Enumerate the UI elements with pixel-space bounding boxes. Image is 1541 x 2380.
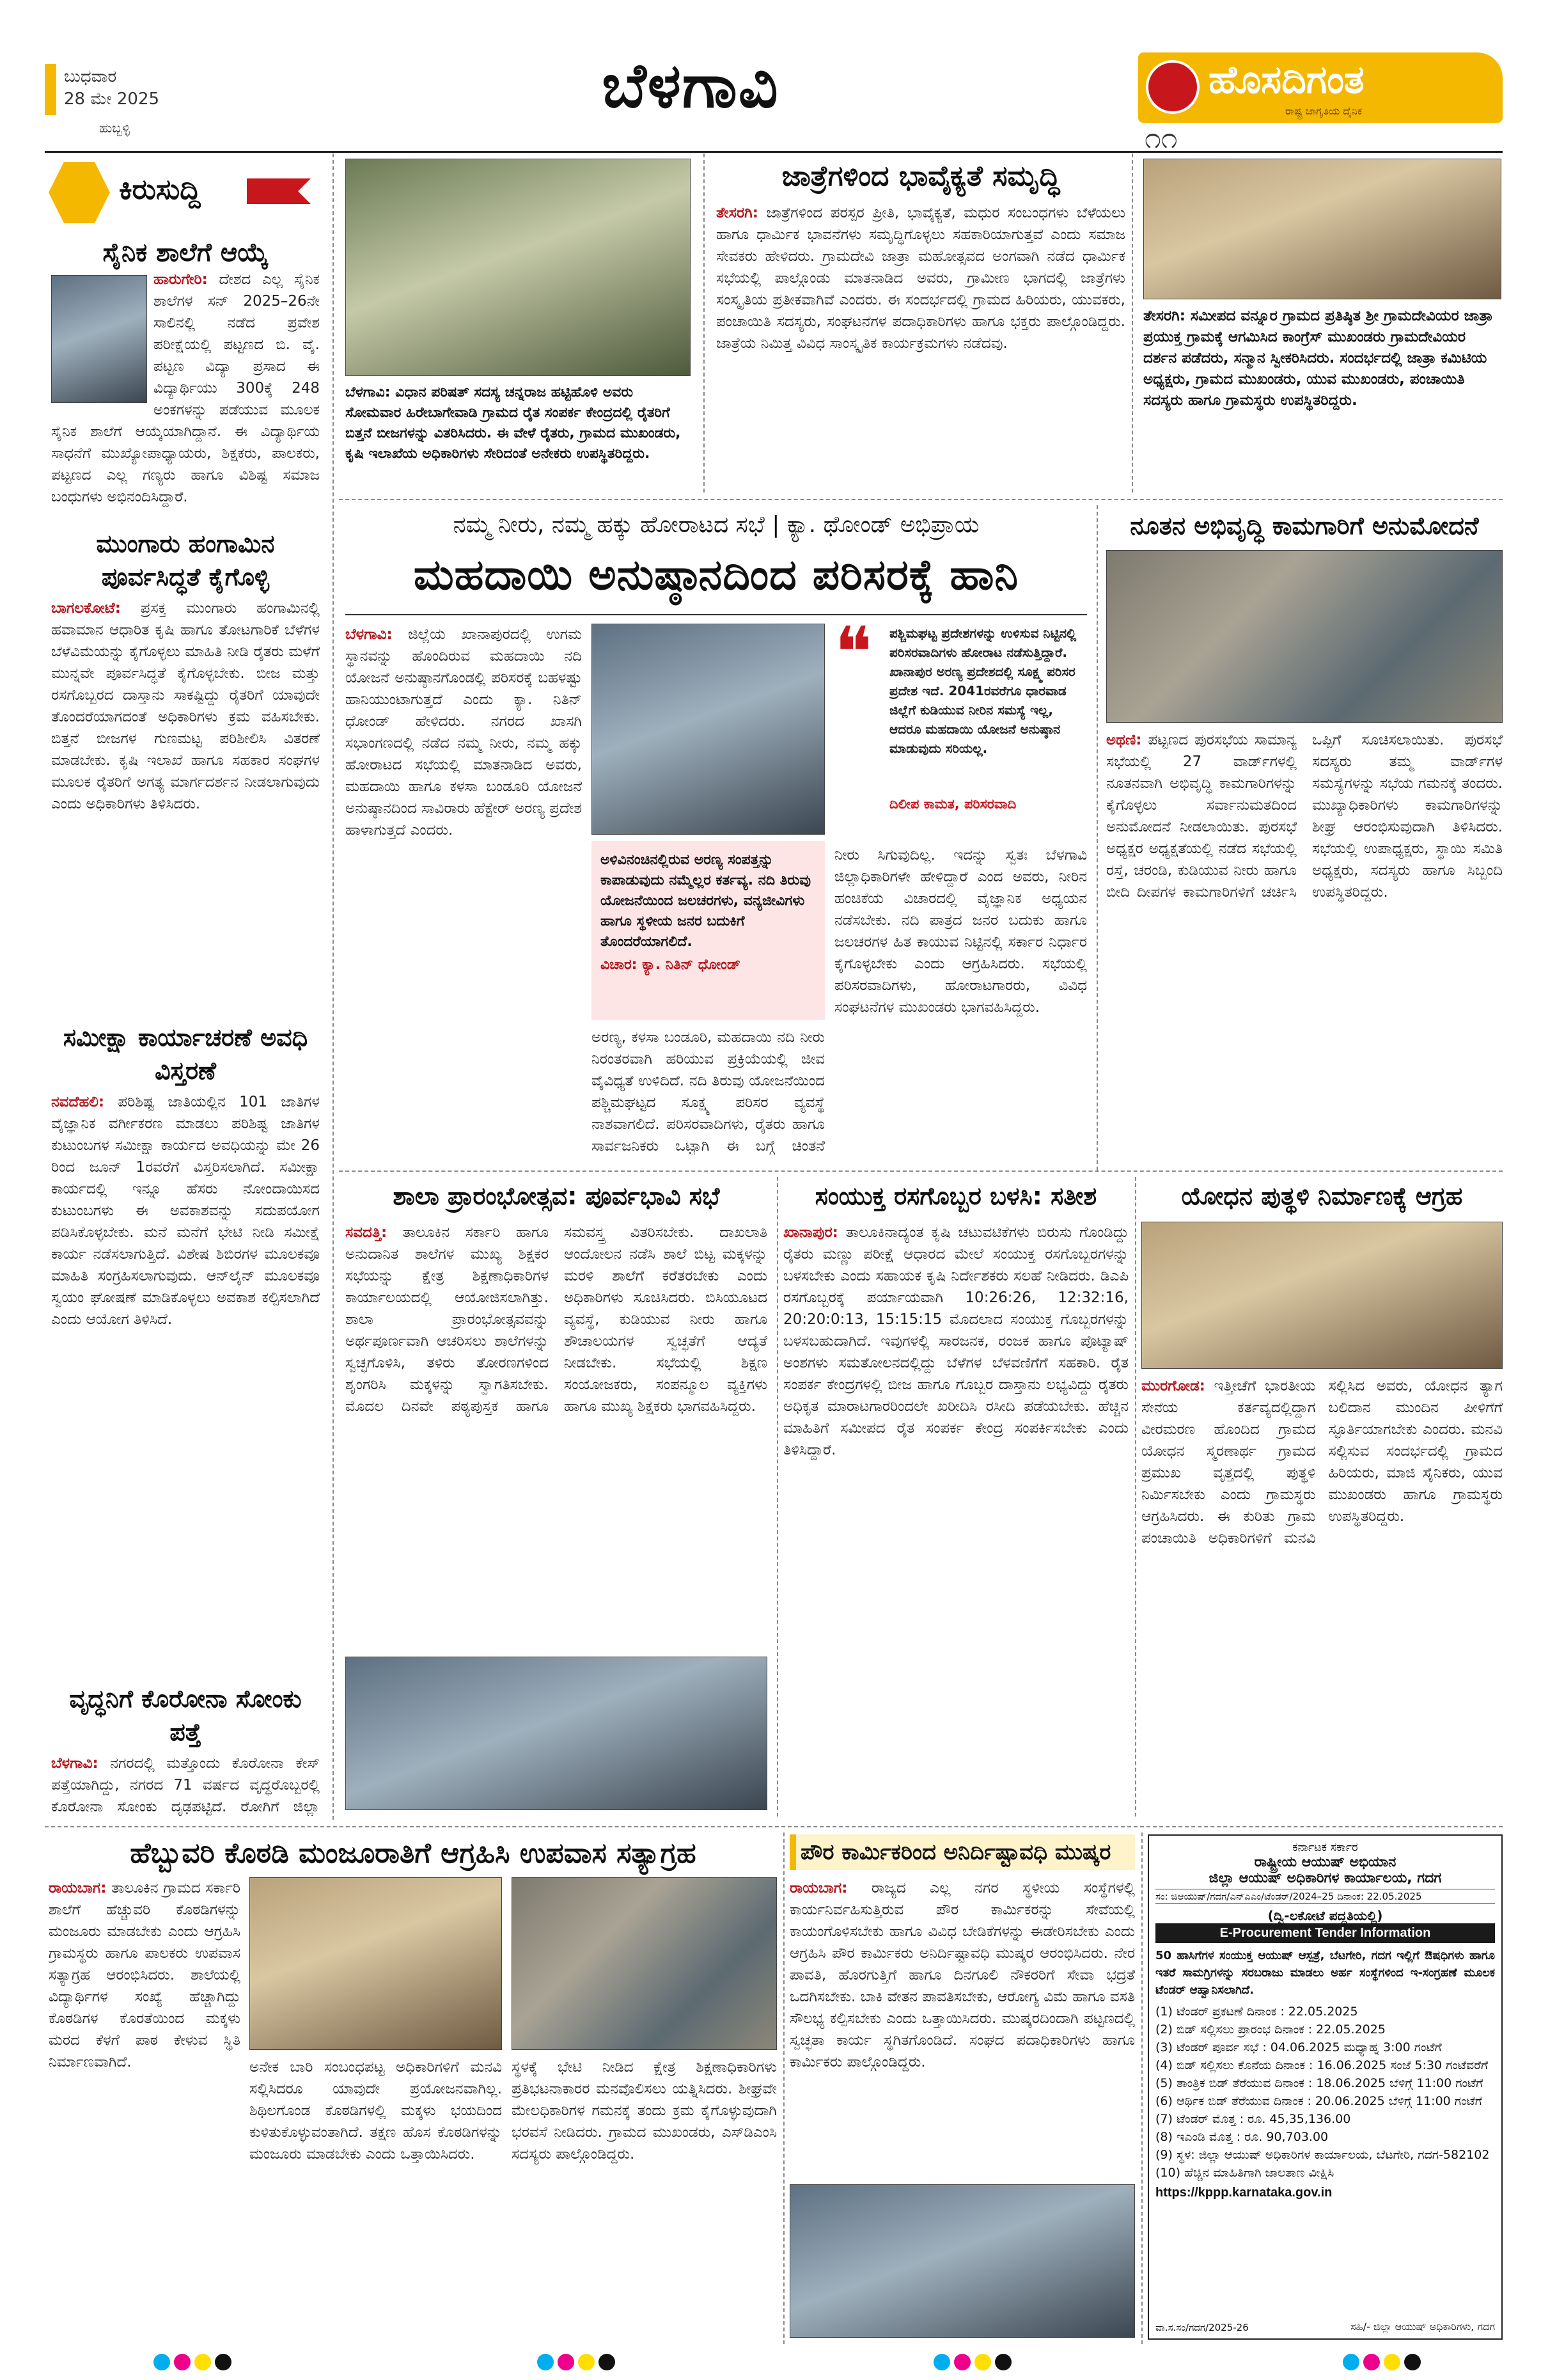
lead-right-divider xyxy=(1097,505,1098,1170)
tender-header-3: ಜಿಲ್ಲಾ ಆಯುಷ್ ಅಧಿಕಾರಿಗಳ ಕಾರ್ಯಾಲಯ, ಗದಗ xyxy=(1209,1870,1442,1886)
yodhana-photo xyxy=(1141,1222,1503,1369)
lead-body-col3 xyxy=(834,844,1087,1155)
kirusuddi-text-2: ಪ್ರಸಕ್ತ ಮುಂಗಾರು ಹಂಗಾಮಿನಲ್ಲಿ ಹವಾಮಾನ ಆಧಾರಿತ ಕೃಷಿ ಹಾಗೂ ತೋಟಗಾರಿಕೆ ಬೆಳೆಗಳ ಬೆಳೆವಿಮೆಯನ್ನು ಕೈಗೊಳ್ಳಲು ಮಾಹಿತಿ ನೀಡಿ ರೈತರು ಮಳೆಗೆ ಮುನ್ನವೇ ಪೂರ್ವಸಿದ್ಧತೆ ಕೈಗೊಳ್ಳಬೇಕು. ಬೀಜ ಮತ್ತು ರಸಗೊಬ್ಬರದ ದಾಸ್ತಾನು ಸಾಕಷ್ಟಿದ್ದು ರೈತರಿಗೆ ಯಾವುದೇ ತೊಂದರೆಯಾಗದಂತೆ ಅಧಿಕಾರಿಗಳು ಕ್ರಮ ವಹಿಸಬೇಕು. ಬಿತ್ತನೆ ಬೀಜಗಳ ಗುಣಮಟ್ಟ ಪರಿಶೀಲಿಸಿ ವಿತರಣೆ ಮಾಡಬೇಕು. ಕೃಷಿ ಇಲಾಖೆ ಹಾಗೂ ಸಹಕಾರ ಸಂಘಗಳ ಮೂಲಕ ರೈತರಿಗೆ ಅಗತ್ಯ ಮಾರ್ಗದರ್ಶನ ನೀಡಲಾಗುವುದು ಎಂದು ಅಧಿಕಾರಿಗಳು ತಿಳಿಸಿದರು. xyxy=(51,600,320,812)
pull-quote-text: ಅಳಿವಿನಂಚಿನಲ್ಲಿರುವ ಅರಣ್ಯ ಸಂಪತ್ತನ್ನು ಕಾಪಾಡುವುದು ನಮ್ಮೆಲ್ಲರ ಕರ್ತವ್ಯ. ನದಿ ತಿರುವು ಯೋಜನೆಯಿಂದ ಜಲಚರಗಳು, ವನ್ಯಜೀವಿಗಳು ಹಾಗೂ ಸ್ಥಳೀಯ ಜನರ ಬದುಕಿಗೆ ತೊಂದರೆಯಾಗಲಿದೆ. xyxy=(600,852,811,950)
fast-body-1: ತಾಲೂಕಿನ ಗ್ರಾಮದ ಸರ್ಕಾರಿ ಶಾಲೆಗೆ ಹೆಚ್ಚುವರಿ ಕೊಠಡಿಗಳನ್ನು ಮಂಜೂರು ಮಾಡಬೇಕು ಎಂದು ಆಗ್ರಹಿಸಿ ಗ್ರಾಮಸ್ಥರು ಹಾಗೂ ಪಾಲಕರು ಉಪವಾಸ ಸತ್ಯಾಗ್ರಹ ಆರಂಭಿಸಿದರು. ಶಾಲೆಯಲ್ಲಿ ವಿದ್ಯಾರ್ಥಿಗಳ ಸಂಖ್ಯೆ ಹೆಚ್ಚಾಗಿದ್ದು ಕೊಠಡಿಗಳ ಕೊರತೆಯಿಂದ ಮಕ್ಕಳು ಮರದ ಕೆಳಗೆ ಪಾಠ ಕೇಳುವ ಸ್ಥಿತಿ ನಿರ್ಮಾಣವಾಗಿದೆ. xyxy=(49,1880,240,2070)
kirusuddi-text-3: ಪರಿಶಿಷ್ಟ ಜಾತಿಯಲ್ಲಿನ 101 ಜಾತಿಗಳ ವೈಜ್ಞಾನಿಕ ವರ್ಗೀಕರಣ ಮಾಡಲು ಪರಿಶಿಷ್ಟ ಜಾತಿಗಳ ಕುಟುಂಬಗಳ ಸಮೀಕ್ಷಾ ಕಾರ್ಯದ ಅವಧಿಯನ್ನು ಮೇ 26 ರಿಂದ ಜೂನ್ 1ರವರೆಗೆ ವಿಸ್ತರಿಸಲಾಗಿದೆ. ಸಮೀಕ್ಷಾ ಕಾರ್ಯದಲ್ಲಿ ಇನ್ನೂ ಹೆಸರು ನೋಂದಾಯಿಸದ ಕುಟುಂಬಗಳು ಈ ಅವಕಾಶವನ್ನು ಸದುಪಯೋಗ ಪಡಿಸಿಕೊಳ್ಳಬೇಕು. ಮನೆ ಮನೆಗೆ ಭೇಟಿ ನೀಡಿ ಸಮೀಕ್ಷೆ ಕಾರ್ಯ ನಡೆಸಲಾಗುತ್ತಿದೆ. ವಿಶೇಷ ಶಿಬಿರಗಳ ಮೂಲಕವೂ ಮಾಹಿತಿ ಸಂಗ್ರಹಿಸಲಾಗುವುದು. ಆನ್‌ಲೈನ್ ಮೂಲಕವೂ ಸ್ವಯಂ ಘೋಷಣೆ ಮಾಡಿಕೊಳ್ಳಲು ಅವಕಾಶ ಕಲ್ಪಿಸಲಾಗಿದೆ ಎಂದು ಆಯೋಗ ತಿಳಿಸಿದೆ. xyxy=(51,1094,320,1328)
registration-dot-cyan xyxy=(153,2354,170,2370)
kirusuddi-heading-3: ಸಮೀಕ್ಷಾ ಕಾರ್ಯಾಚರಣೆ ಅವಧಿ ವಿಸ್ತರಣೆ xyxy=(63,1023,308,1085)
school-body xyxy=(345,1222,767,1650)
tender-row: (6) ಆರ್ಥಿಕ ಬಿಡ್ ತೆರೆಯುವ ದಿನಾಂಕ : 20.06.2025 ಬೆಳಿಗ್ಗೆ 11:00 ಗಂಟೆಗೆ xyxy=(1155,2094,1482,2108)
tender-header-2: ರಾಷ್ಟ್ರೀಯ ಆಯುಷ್ ಅಭಿಯಾನ xyxy=(1254,1854,1396,1870)
kirusuddi-heading-4: ವೃದ್ಧನಿಗೆ ಕೊರೋನಾ ಸೋಂಕು ಪತ್ತೆ xyxy=(69,1685,302,1746)
seed-distribution-photo xyxy=(345,159,691,376)
tender-intro: 50 ಹಾಸಿಗೆಗಳ ಸಂಯುಕ್ತ ಆಯುಷ್ ಆಸ್ಪತ್ರೆ, ಬೆಟಗೇರಿ, ಗದಗ ಇಲ್ಲಿಗೆ ಔಷಧಿಗಳು ಹಾಗೂ ಇತರೆ ಸಾಮಗ್ರಿಗಳನ್ನು ಸರಬರಾಜು ಮಾಡಲು ಅರ್ಹ ಸಂಸ್ಥೆಗಳಿಂದ ಇ-ಸಂಗ್ರಹಣೆ ಮೂಲಕ ಟೆಂಡರ್ ಆಹ್ವಾನಿಸಲಾಗಿದೆ. xyxy=(1155,1949,1495,1997)
fast-body-col3 xyxy=(512,2056,777,2338)
school-dateline: ಸವದತ್ತಿ: xyxy=(345,1224,387,1241)
hand-icon xyxy=(49,162,110,223)
kirusuddi-text-4: ನಗರದಲ್ಲಿ ಮತ್ತೊಂದು ಕೊರೋನಾ ಕೇಸ್ ಪತ್ತೆಯಾಗಿದ್ದು, ನಗರದ 71 ವರ್ಷದ ವೃದ್ಧರೊಬ್ಬರಲ್ಲಿ ಕೊರೋನಾ ಸೋಂಕು ದೃಢಪಟ್ಟಿದೆ. ರೋಗಿಗೆ ಜಿಲ್ಲಾ xyxy=(51,1755,320,1815)
registration-dot-magenta xyxy=(1363,2354,1380,2370)
lead-body-col2b xyxy=(591,1027,825,1155)
dev-dateline: ಅಥಣಿ: xyxy=(1106,732,1142,748)
school-text: ತಾಲೂಕಿನ ಸರ್ಕಾರಿ ಹಾಗೂ ಅನುದಾನಿತ ಶಾಲೆಗಳ ಮುಖ್ಯ ಶಿಕ್ಷಕರ ಸಭೆಯನ್ನು ಕ್ಷೇತ್ರ ಶಿಕ್ಷಣಾಧಿಕಾರಿಗಳ ಕಾರ್ಯಾಲಯದಲ್ಲಿ ಆಯೋಜಿಸಲಾಗಿತ್ತು. ಶಾಲಾ ಪ್ರಾರಂಭೋತ್ಸವವನ್ನು ಅರ್ಥಪೂರ್ಣವಾಗಿ ಆಚರಿಸಲು ಶಾಲೆಗಳನ್ನು ಸ್ವಚ್ಛಗೊಳಿಸಿ, ತಳಿರು ತೋರಣಗಳಿಂದ ಶೃಂಗರಿಸಿ ಮಕ್ಕಳನ್ನು ಸ್ವಾಗತಿಸಬೇಕು. ಮೊದಲ ದಿನವೇ ಪಠ್ಯಪುಸ್ತಕ ಹಾಗೂ ಸಮವಸ್ತ್ರ ವಿತರಿಸಬೇಕು. ದಾಖಲಾತಿ ಆಂದೋಲನ ನಡೆಸಿ ಶಾಲೆ ಬಿಟ್ಟ ಮಕ್ಕಳನ್ನು ಮರಳಿ ಶಾಲೆಗೆ ಕರೆತರಬೇಕು ಎಂದು ಅಧಿಕಾರಿಗಳು ಸೂಚಿಸಿದರು. ಬಿಸಿಯೂಟದ ವ್ಯವಸ್ಥೆ, ಕುಡಿಯುವ ನೀರು ಹಾಗೂ ಶೌಚಾಲಯಗಳ ಸ್ವಚ್ಛತೆಗೆ ಆದ್ಯತೆ ನೀಡಬೇಕು. ಸಭೆಯಲ್ಲಿ ಶಿಕ್ಷಣ ಸಂಯೋಜಕರು, ಸಂಪನ್ಮೂಲ ವ್ಯಕ್ತಿಗಳು ಹಾಗೂ ಮುಖ್ಯ ಶಿಕ್ಷಕರು ಭಾಗವಹಿಸಿದ್ದರು. xyxy=(345,1224,767,1415)
speaker-photo xyxy=(591,624,825,835)
tender-footer-left: ವಾ.ಸ.ಸಂ/ಗದಗ/2025-26 xyxy=(1155,2322,1249,2333)
jatre-dateline: ತೇಸರಗಿ: xyxy=(716,205,758,221)
kirusuddi-dateline-2: ಬಾಗಲಕೋಟೆ: xyxy=(51,600,121,617)
tender-title: (ದ್ವಿ-ಲಕೋಟೆ ಪದ್ಧತಿಯಲ್ಲಿ) xyxy=(1267,1908,1383,1923)
registration-dot-magenta xyxy=(954,2354,971,2370)
registration-dot-cyan xyxy=(1343,2354,1359,2370)
pourakarmika-body xyxy=(790,1877,1135,2178)
quote-attrib: ದಿಲೀಪ ಕಾಮತ, ಪರಿಸರವಾದಿ xyxy=(889,796,1017,812)
kirusuddi-body-1 xyxy=(51,269,320,519)
kirusuddi-heading-1: ಸೈನಿಕ ಶಾಲೆಗೆ ಆಯ್ಕೆ xyxy=(102,238,269,267)
pull-quote-box xyxy=(591,841,825,1020)
masthead-yellow-tab xyxy=(45,64,56,115)
tender-row: (9) ಸ್ಥಳ: ಜಿಲ್ಲಾ ಆಯುಷ್ ಅಧಿಕಾರಿಗಳ ಕಾರ್ಯಾಲಯ, ಬೆಟಗೇರಿ, ಗದಗ-582102 xyxy=(1155,2148,1490,2162)
registration-dot-yellow xyxy=(1384,2354,1400,2370)
fertilizer-dateline: ಖಾನಾಪುರ: xyxy=(783,1224,838,1241)
paper-name: ಹೊಸದಿಗಂತ xyxy=(1209,58,1365,102)
lead-body-3: ನೀರು ಸಿಗುವುದಿಲ್ಲ. ಇದನ್ನು ಸ್ವತಃ ಬೆಳಗಾವಿ ಜಿಲ್ಲಾಧಿಕಾರಿಗಳೇ ಹೇಳಿದ್ದಾರೆ ಎಂದ ಅವರು, ನೀರಿನ ಹಂಚಿಕೆಯ ವಿಚಾರದಲ್ಲಿ ವೈಜ್ಞಾನಿಕ ಅಧ್ಯಯನ ನಡೆಸಬೇಕು. ನದಿ ಪಾತ್ರದ ಜನರ ಬದುಕು ಹಾಗೂ ಜಲಚರಗಳ ಹಿತ ಕಾಯುವ ನಿಟ್ಟಿನಲ್ಲಿ ಸರ್ಕಾರ ನಿರ್ಧಾರ ಕೈಗೊಳ್ಳಬೇಕು ಎಂದು ಆಗ್ರಹಿಸಿದರು. ಸಭೆಯಲ್ಲಿ ಪರಿಸರವಾದಿಗಳು, ಹೋರಾಟಗಾರರು, ವಿವಿಧ ಸಂಘಟನೆಗಳ ಮುಖಂಡರು ಭಾಗವಹಿಸಿದ್ದರು. xyxy=(834,847,1087,1016)
registration-dot-yellow xyxy=(974,2354,991,2370)
tender-title-en: E-Procurement Tender Information xyxy=(1155,1923,1495,1943)
registration-dot-black xyxy=(995,2354,1012,2370)
tender-header-1: ಕರ್ನಾಟಕ ಸರ್ಕಾರ xyxy=(1292,1841,1358,1854)
fast-photo-protest xyxy=(512,1877,777,2050)
paper-logo xyxy=(1138,52,1503,123)
tender-ref: ಸಂ: ಜಿಆಯುಷ್/ಗದಗ/ಎನ್‌ಎಎಂ/ಟೆಂಡರ್/2024–25 ದಿನಾಂಕ: 22.05.2025 xyxy=(1155,1889,1495,1904)
tender-row: (2) ಬಿಡ್ ಸಲ್ಲಿಸಲು ಪ್ರಾರಂಭ ದಿನಾಂಕ : 22.05.2025 xyxy=(1155,2022,1386,2037)
bottom-divider-2 xyxy=(1141,1832,1143,2344)
paper-tagline: ರಾಷ್ಟ್ರ ಜಾಗೃತಿಯ ದೈನಿಕ xyxy=(1285,105,1363,117)
masthead-day: ಬುಧವಾರ xyxy=(64,67,117,86)
pourakarmika-photo xyxy=(790,2184,1135,2338)
fast-body-col2 xyxy=(249,2056,502,2338)
yodhana-text: ಇತ್ತೀಚೆಗೆ ಭಾರತೀಯ ಸೇನೆಯ ಕರ್ತವ್ಯದಲ್ಲಿದ್ದಾಗ ವೀರಮರಣ ಹೊಂದಿದ ಗ್ರಾಮದ ಯೋಧನ ಸ್ಮರಣಾರ್ಥ ಗ್ರಾಮದ ಪ್ರಮುಖ ವೃತ್ತದಲ್ಲಿ ಪುತ್ಥಳಿ ನಿರ್ಮಿಸಬೇಕು ಎಂದು ಗ್ರಾಮಸ್ಥರು ಆಗ್ರಹಿಸಿದರು. ಈ ಕುರಿತು ಗ್ರಾಮ ಪಂಚಾಯಿತಿ ಅಧಿಕಾರಿಗಳಿಗೆ ಮನವಿ ಸಲ್ಲಿಸಿದ ಅವರು, ಯೋಧನ ತ್ಯಾಗ ಬಲಿದಾನ ಮುಂದಿನ ಪೀಳಿಗೆಗೆ ಸ್ಫೂರ್ತಿಯಾಗಬೇಕು ಎಂದರು. ಮನವಿ ಸಲ್ಲಿಸುವ ಸಂದರ್ಭದಲ್ಲಿ ಗ್ರಾಮದ ಹಿರಿಯರು, ಮಾಜಿ ಸೈನಿಕರು, ಯುವ ಮುಖಂಡರು ಹಾಗೂ ಗ್ರಾಮಸ್ಥರು ಉಪಸ್ಥಿತರಿದ್ದರು. xyxy=(1141,1378,1503,1547)
page-number: ೧೧ xyxy=(1145,120,1178,155)
masthead-place: ಹುಬ್ಬಳ್ಳಿ xyxy=(99,120,130,136)
tesaragi-caption: ತೇಸರಗಿ: ಸಮೀಪದ ವನ್ನೂರ ಗ್ರಾಮದ ಪ್ರತಿಷ್ಠಿತ ಶ್ರೀ ಗ್ರಾಮದೇವಿಯರ ಜಾತ್ರಾ ಪ್ರಯುಕ್ತ ಗ್ರಾಮಕ್ಕೆ ಆಗಮಿಸಿದ ಕಾಂಗ್ರೆಸ್ ಮುಖಂಡರು ಗ್ರಾಮದೇವಿಯರ ದರ್ಶನ ಪಡೆದರು, ಸನ್ಮಾನ ಸ್ವೀಕರಿಸಿದರು. ಸಂದರ್ಭದಲ್ಲಿ ಜಾತ್ರಾ ಕಮಿಟಿಯ ಅಧ್ಯಕ್ಷರು, ಗ್ರಾಮದ ಮುಖಂಡರು, ಯುವ ಮುಖಂಡರು, ಪಂಚಾಯಿತಿ ಸದಸ್ಯರು ಹಾಗೂ ಗ್ರಾಮಸ್ಥರು ಉಪಸ್ಥಿತರಿದ್ದರು. xyxy=(1143,308,1493,409)
masthead xyxy=(0,0,1541,160)
lead-dateline: ಬೆಳಗಾವಿ: xyxy=(345,626,393,643)
tender-row: (3) ಟೆಂಡರ್ ಪೂರ್ವ ಸಭೆ : 04.06.2025 ಮಧ್ಯಾಹ್ನ 3:00 ಗಂಟೆಗೆ xyxy=(1155,2040,1442,2054)
seed-distribution-caption: ಬೆಳಗಾವಿ: ವಿಧಾನ ಪರಿಷತ್ ಸದಸ್ಯ ಚನ್ನರಾಜ ಹಟ್ಟಿಹೊಳಿ ಅವರು ಸೋಮವಾರ ಹಿರೇಬಾಗೇವಾಡಿ ಗ್ರಾಮದ ರೈತ ಸಂಪರ್ಕ ಕೇಂದ್ರದಲ್ಲಿ ರೈತರಿಗೆ ಬಿತ್ತನೆ ಬೀಜಗಳನ್ನು ವಿತರಿಸಿದರು. ಈ ವೇಳೆ ರೈತರು, ಗ್ರಾಮದ ಮುಖಂಡರು, ಕೃಷಿ ಇಲಾಖೆಯ ಅಧಿಕಾರಿಗಳು ಸೇರಿದಂತೆ ಅನೇಕರು ಉಪಸ್ಥಿತರಿದ್ದರು. xyxy=(345,384,681,462)
tender-row: (4) ಬಿಡ್ ಸಲ್ಲಿಸಲು ಕೊನೆಯ ದಿನಾಂಕ : 16.06.2025 ಸಂಜೆ 5:30 ಗಂಟೆವರೆಗೆ xyxy=(1155,2058,1489,2072)
registration-dot-yellow xyxy=(578,2354,595,2370)
kirusuddi-heading-2: ಮುಂಗಾರು ಹಂಗಾಮಿನ ಪೂರ್ವಸಿದ್ಧತೆ ಕೈಗೊಳ್ಳಿ xyxy=(96,530,275,591)
dev-body xyxy=(1106,729,1503,1158)
jatre-text: ಜಾತ್ರೆಗಳಿಂದ ಪರಸ್ಪರ ಪ್ರೀತಿ, ಭಾವೈಕ್ಯತೆ, ಮಧುರ ಸಂಬಂಧಗಳು ಬೆಳೆಯಲು ಹಾಗೂ ಧಾರ್ಮಿಕ ಭಾವನೆಗಳು ಸಮೃದ್ಧಿಗೊಳ್ಳಲು ಸಹಕಾರಿಯಾಗುತ್ತವೆ ಎಂದು ಸಮಾಜ ಸೇವಕರು ಹೇಳಿದರು. ಗ್ರಾಮದೇವಿ ಜಾತ್ರಾ ಮಹೋತ್ಸವದ ಅಂಗವಾಗಿ ನಡೆದ ಧಾರ್ಮಿಕ ಸಭೆಯಲ್ಲಿ ಪಾಲ್ಗೊಂಡು ಮಾತನಾಡಿದ ಅವರು, ಗ್ರಾಮೀಣ ಭಾಗದಲ್ಲಿ ಜಾತ್ರೆಗಳು ಸಂಸ್ಕೃತಿಯ ಪ್ರತೀಕವಾಗಿವೆ ಎಂದರು. ಈ ಸಂದರ್ಭದಲ್ಲಿ ಗ್ರಾಮದ ಹಿರಿಯರು, ಯುವಕರು, ಪಂಚಾಯಿತಿ ಸದಸ್ಯರು, ಸಂಘಟನೆಗಳ ಪದಾಧಿಕಾರಿಗಳು ಹಾಗೂ ಭಕ್ತರು ಪಾಲ್ಗೊಂಡಿದ್ದರು. ಜಾತ್ರೆಯ ನಿಮಿತ್ತ ವಿವಿಧ ಸಾಂಸ್ಕೃತಿಕ ಕಾರ್ಯಕ್ರಮಗಳು ನಡೆದವು. xyxy=(716,205,1125,352)
mid-divider-1 xyxy=(777,1177,778,1817)
top-row-bottom-rule xyxy=(339,499,1503,500)
lead-body-col1 xyxy=(345,624,582,1155)
registration-dot-magenta xyxy=(174,2354,191,2370)
tesaragi-photo xyxy=(1143,159,1501,299)
masthead-rule xyxy=(45,151,1503,153)
quote-text: ಪಶ್ಚಿಮಘಟ್ಟ ಪ್ರದೇಶಗಳನ್ನು ಉಳಿಸುವ ನಿಟ್ಟಿನಲ್ಲಿ ಪರಿಸರವಾದಿಗಳು ಹೋರಾಟ ನಡೆಸುತ್ತಿದ್ದಾರೆ. ಖಾನಾಪುರ ಅರಣ್ಯ ಪ್ರದೇಶದಲ್ಲಿ ಸೂಕ್ಷ್ಮ ಪರಿಸರ ಪ್ರದೇಶ ಇದೆ. 2041ರವರೆಗೂ ಧಾರವಾಡ ಜಿಲ್ಲೆಗೆ ಕುಡಿಯುವ ನೀರಿನ ಸಮಸ್ಯೆ ಇಲ್ಲ, ಆದರೂ ಮಹದಾಯಿ ಯೋಜನೆ ಅನುಷ್ಠಾನ ಮಾಡುವುದು ಸರಿಯಲ್ಲ. xyxy=(889,626,1077,756)
lower-rule xyxy=(45,1826,1503,1827)
kirusuddi-label-box xyxy=(49,157,317,227)
kirusuddi-body-3 xyxy=(51,1091,320,1673)
fertilizer-body xyxy=(783,1222,1129,1810)
kirusuddi-body-4 xyxy=(51,1753,320,1817)
school-meeting-photo xyxy=(345,1657,767,1810)
fast-body-col1 xyxy=(49,1877,240,2338)
lead-body-1: ಜಿಲ್ಲೆಯ ಖಾನಾಪುರದಲ್ಲಿ ಉಗಮ ಸ್ಥಾನವನ್ನು ಹೊಂದಿರುವ ಮಹದಾಯಿ ನದಿ ಯೋಜನೆ ಅನುಷ್ಠಾನಗೊಂಡಲ್ಲಿ ಪರಿಸರಕ್ಕೆ ಬಹಳಷ್ಟು ಹಾನಿಯುಂಟಾಗುತ್ತದೆ ಎಂದು ಕ್ಯಾ. ನಿತಿನ್ ಧೋಂಡ್ ಹೇಳಿದರು. ನಗರದ ಖಾಸಗಿ ಸಭಾಂಗಣದಲ್ಲಿ ನಡೆದ ನಮ್ಮ ನೀರು, ನಮ್ಮ ಹಕ್ಕು ಹೋರಾಟದ ಸಭೆಯಲ್ಲಿ ಮಾತನಾಡಿದ ಅವರು, ಮಹದಾಯಿ ಹಾಗೂ ಕಳಸಾ ಬಂಡೂರಿ ಯೋಜನೆ ಅನುಷ್ಠಾನದಿಂದ ಸಾವಿರಾರು ಹೆಕ್ಟೇರ್ ಅರಣ್ಯ ಪ್ರದೇಶ ಹಾಳಾಗುತ್ತದೆ ಎಂದರು. xyxy=(345,626,582,839)
dev-heading: ನೂತನ ಅಭಿವೃದ್ಧಿ ಕಾಮಗಾರಿಗೆ ಅನುಮೋದನೆ xyxy=(1130,512,1479,540)
kirusuddi-dateline-3: ನವದೆಹಲಿ: xyxy=(51,1094,105,1110)
fast-photo-children xyxy=(249,1877,502,2050)
left-column-divider xyxy=(332,154,334,1820)
tender-row: (5) ತಾಂತ್ರಿಕ ಬಿಡ್ ತೆರೆಯುವ ದಿನಾಂಕ : 18.06.2025 ಬೆಳಿಗ್ಗೆ 11:00 ಗಂಟೆಗೆ xyxy=(1155,2076,1483,2090)
tender-row: (10) ಹೆಚ್ಚಿನ ಮಾಹಿತಿಗಾಗಿ ಜಾಲತಾಣ ವೀಕ್ಷಿಸಿ xyxy=(1155,2166,1334,2180)
tender-row: (1) ಟೆಂಡರ್ ಪ್ರಕಟಣೆ ದಿನಾಂಕ : 22.05.2025 xyxy=(1155,2005,1358,2019)
fertilizer-text: ತಾಲೂಕಿನಾದ್ಯಂತ ಕೃಷಿ ಚಟುವಟಿಕೆಗಳು ಬಿರುಸು ಗೊಂಡಿದ್ದು ರೈತರು ಮಣ್ಣು ಪರೀಕ್ಷೆ ಆಧಾರದ ಮೇಲೆ ಸಂಯುಕ್ತ ರಸಗೊಬ್ಬರಗಳನ್ನು ಬಳಸಬೇಕು ಎಂದು ಸಹಾಯಕ ಕೃಷಿ ನಿರ್ದೇಶಕರು ಸಲಹೆ ನೀಡಿದರು. ಡಿಎಪಿ ರಸಗೊಬ್ಬರಕ್ಕೆ ಪರ್ಯಾಯವಾಗಿ 10:26:26, 12:32:16, 20:20:0:13, 15:15:15 ಮೊದಲಾದ ಸಂಯುಕ್ತ ಗೊಬ್ಬರಗಳನ್ನು ಬಳಸಬಹುದಾಗಿದೆ. ಇವುಗಳಲ್ಲಿ ಸಾರಜನಕ, ರಂಜಕ ಹಾಗೂ ಪೊಟ್ಯಾಷ್ ಅಂಶಗಳು ಸಮತೋಲನದಲ್ಲಿದ್ದು ಬೆಳೆಗಳ ಬೆಳವಣಿಗೆಗೆ ಸಹಕಾರಿ. ರೈತ ಸಂಪರ್ಕ ಕೇಂದ್ರಗಳಲ್ಲಿ ಬೀಜ ಹಾಗೂ ಗೊಬ್ಬರ ದಾಸ್ತಾನು ಲಭ್ಯವಿದ್ದು ರೈತರು ಅಧಿಕೃತ ಮಾರಾಟಗಾರರಿಂದಲೇ ಖರೀದಿಸಿ ರಸೀದಿ ಪಡೆಯಬೇಕು. ಹೆಚ್ಚಿನ ಮಾಹಿತಿಗೆ ಸಮೀಪದ ರೈತ ಸಂಪರ್ಕ ಕೇಂದ್ರ ಸಂಪರ್ಕಿಸಬೇಕು ಎಂದು ತಿಳಿಸಿದ್ದಾರೆ. xyxy=(783,1224,1129,1458)
kirusuddi-body-2 xyxy=(51,597,320,1007)
yodhana-dateline: ಮುರಗೋಡ: xyxy=(1141,1378,1205,1394)
pourakarmika-dateline: ರಾಯಬಾಗ: xyxy=(790,1880,848,1896)
pourakarmika-heading: ಪೌರ ಕಾರ್ಮಿಕರಿಂದ ಅನಿರ್ದಿಷ್ಟಾವಧಿ ಮುಷ್ಕರ xyxy=(801,1840,1111,1865)
bottom-divider-1 xyxy=(783,1832,785,2344)
registration-dot-cyan xyxy=(537,2354,554,2370)
dev-text: ಪಟ್ಟಣದ ಪುರಸಭೆಯ ಸಾಮಾನ್ಯ ಸಭೆಯಲ್ಲಿ 27 ವಾರ್ಡ್‌ಗಳಲ್ಲಿ ನೂತನವಾಗಿ ಅಭಿವೃದ್ಧಿ ಕಾಮಗಾರಿಗಳನ್ನು ಕೈಗೊಳ್ಳಲು ಸರ್ವಾನುಮತದಿಂದ ಅನುಮೋದನೆ ನೀಡಲಾಯಿತು. ಪುರಸಭೆ ಅಧ್ಯಕ್ಷರ ಅಧ್ಯಕ್ಷತೆಯಲ್ಲಿ ನಡೆದ ಸಭೆಯಲ್ಲಿ ರಸ್ತೆ, ಚರಂಡಿ, ಕುಡಿಯುವ ನೀರು ಹಾಗೂ ಬೀದಿ ದೀಪಗಳ ಕಾಮಗಾರಿಗಳಿಗೆ ಚರ್ಚಿಸಿ ಒಪ್ಪಿಗೆ ಸೂಚಿಸಲಾಯಿತು. ಪುರಸಭೆ ಸದಸ್ಯರು ತಮ್ಮ ವಾರ್ಡ್‌ಗಳ ಸಮಸ್ಯೆಗಳನ್ನು ಸಭೆಯ ಗಮನಕ್ಕೆ ತಂದರು. ಮುಖ್ಯಾಧಿಕಾರಿಗಳು ಕಾಮಗಾರಿಗಳನ್ನು ಶೀಘ್ರ ಆರಂಭಿಸುವುದಾಗಿ ತಿಳಿಸಿದರು. ಸಭೆಯಲ್ಲಿ ಉಪಾಧ್ಯಕ್ಷರು, ಸ್ಥಾಯಿ ಸಮಿತಿ ಅಧ್ಯಕ್ಷರು, ಸದಸ್ಯರು ಹಾಗೂ ಸಿಬ್ಬಂದಿ ಉಪಸ್ಥಿತರಿದ್ದರು. xyxy=(1106,732,1503,901)
tender-row: (8) ಇಎಂಡಿ ಮೊತ್ತ : ರೂ. 90,703.00 xyxy=(1155,2130,1329,2144)
registration-dot-black xyxy=(598,2354,615,2370)
yodhana-heading: ಯೋಧನ ಪುತ್ಥಳಿ ನಿರ್ಮಾಣಕ್ಕೆ ಆಗ್ರಹ xyxy=(1181,1182,1463,1210)
kirusuddi-text-1: ದೇಶದ ಎಲ್ಲ ಸೈನಿಕ ಶಾಲೆಗಳ ಸನ್ 2025–26ನೇ ಸಾಲಿನಲ್ಲಿ ನಡೆದ ಪ್ರವೇಶ ಪರೀಕ್ಷೆಯಲ್ಲಿ ಪಟ್ಟಣದ ಬಿ. ವೈ. ಪಟ್ಟಣ ವಿದ್ಯಾ ಪ್ರಸಾದ ಈ ವಿದ್ಯಾರ್ಥಿಯು 300ಕ್ಕೆ 248 ಅಂಕಗಳನ್ನು ಪಡೆಯುವ ಮೂಲಕ ಸೈನಿಕ ಶಾಲೆಗೆ ಆಯ್ಕೆಯಾಗಿದ್ದಾನೆ. ಈ ವಿದ್ಯಾರ್ಥಿಯ ಸಾಧನೆಗೆ ಮುಖ್ಯೋಪಾಧ್ಯಾಯರು, ಶಿಕ್ಷಕರು, ಪಾಲಕರು, ಪಟ್ಟಣದ ಎಲ್ಲ ಗಣ್ಯರು ಹಾಗೂ ವಿಶಿಷ್ಟ ಸಮಾಜ ಬಂಧುಗಳು ಅಭಿನಂದಿಸಿದ್ದಾರೆ. xyxy=(51,271,320,505)
kirusuddi-dateline-4: ಬೆಳಗಾವಿ: xyxy=(51,1755,98,1772)
mid-divider-2 xyxy=(1135,1177,1136,1817)
tender-footer-sign: ಸಹಿ/- ಜಿಲ್ಲಾ ಆಯುಷ್ ಅಧಿಕಾರಿಗಳು, ಗದಗ xyxy=(1350,2321,1495,2333)
top-divider-1 xyxy=(703,154,705,493)
kirusuddi-ribbon xyxy=(247,178,311,204)
lead-kicker: ನಮ್ಮ ನೀರು, ನಮ್ಮ ಹಕ್ಕು ಹೋರಾಟದ ಸಭೆ | ಕ್ಯಾ. ಥೋಂಡ್ ಅಭಿಪ್ರಾಯ xyxy=(453,512,980,538)
quote-mark-icon: ❝ xyxy=(834,611,873,693)
registration-dot-yellow xyxy=(194,2354,211,2370)
registration-dot-cyan xyxy=(934,2354,950,2370)
tender-row: (7) ಟೆಂಡರ್ ಮೊತ್ತ : ರೂ. 45,35,136.00 xyxy=(1155,2112,1351,2126)
registration-dot-magenta xyxy=(558,2354,574,2370)
kirusuddi-label: ಕಿರುಸುದ್ದಿ xyxy=(119,173,201,206)
fast-heading: ಹೆಬ್ಬುವರಿ ಕೊಠಡಿ ಮಂಜೂರಾತಿಗೆ ಆಗ್ರಹಿಸಿ ಉಪವಾಸ ಸತ್ಯಾಗ್ರಹ xyxy=(130,1837,696,1870)
pull-quote-attrib: ವಿಚಾರ: ಕ್ಯಾ. ನಿತಿನ್ ಧೋಂಡ್ xyxy=(600,957,741,973)
tender-notice xyxy=(1148,1834,1503,2340)
lead-headline-rule xyxy=(345,614,1087,615)
lead-body-2: ಅರಣ್ಯ, ಕಳಸಾ ಬಂಡೂರಿ, ಮಹದಾಯಿ ನದಿ ನೀರು ನಿರಂತರವಾಗಿ ಹರಿಯುವ ಪ್ರಕ್ರಿಯೆಯಲ್ಲಿ ಜೀವ ವೈವಿಧ್ಯತೆ ಉಳಿದಿದೆ. ನದಿ ತಿರುವು ಯೋಜನೆಯಿಂದ ಪಶ್ಚಿಮಘಟ್ಟದ ಸೂಕ್ಷ್ಮ ಪರಿಸರ ವ್ಯವಸ್ಥೆ ನಾಶವಾಗಲಿದೆ. ಪರಿಸರವಾದಿಗಳು, ರೈತರು ಹಾಗೂ ಸಾರ್ವಜನಿಕರು ಒಟ್ಟಾಗಿ ಈ ಬಗ್ಗೆ ಚಿಂತನೆ xyxy=(591,1029,825,1155)
school-heading: ಶಾಲಾ ಪ್ರಾರಂಭೋತ್ಸವ: ಪೂರ್ವಭಾವಿ ಸಭೆ xyxy=(393,1182,720,1210)
tender-website-link[interactable]: https://kppp.karnataka.gov.in xyxy=(1155,2186,1333,2200)
registration-dot-black xyxy=(215,2354,231,2370)
jatre-heading: ಜಾತ್ರೆಗಳಿಂದ ಭಾವೈಕ್ಯತೆ ಸಮೃದ್ಧಿ xyxy=(781,160,1060,193)
quote-box xyxy=(834,611,1087,816)
top-divider-2 xyxy=(1132,154,1133,493)
fast-body-2: ಅನೇಕ ಬಾರಿ ಸಂಬಂಧಪಟ್ಟ ಅಧಿಕಾರಿಗಳಿಗೆ ಮನವಿ ಸಲ್ಲಿಸಿದರೂ ಯಾವುದೇ ಪ್ರಯೋಜನವಾಗಿಲ್ಲ. ಶಿಥಿಲಗೊಂಡ ಕೊಠಡಿಗಳಲ್ಲಿ ಮಕ್ಕಳು ಭಯದಿಂದ ಕುಳಿತುಕೊಳ್ಳುವಂತಾಗಿದೆ. ತಕ್ಷಣ ಹೊಸ ಕೊಠಡಿಗಳನ್ನು ಮಂಜೂರು ಮಾಡಬೇಕು ಎಂದು ಒತ್ತಾಯಿಸಿದರು. xyxy=(249,2059,502,2163)
registration-dot-black xyxy=(1404,2354,1421,2370)
fast-body-3: ಸ್ಥಳಕ್ಕೆ ಭೇಟಿ ನೀಡಿದ ಕ್ಷೇತ್ರ ಶಿಕ್ಷಣಾಧಿಕಾರಿಗಳು ಪ್ರತಿಭಟನಾಕಾರರ ಮನವೊಲಿಸಲು ಯತ್ನಿಸಿದರು. ಶೀಘ್ರವೇ ಮೇಲಧಿಕಾರಿಗಳ ಗಮನಕ್ಕೆ ತಂದು ಕ್ರಮ ಕೈಗೊಳ್ಳುವುದಾಗಿ ಭರವಸೆ ನೀಡಿದರು. ಗ್ರಾಮದ ಮುಖಂಡರು, ಎಸ್‌ಡಿಎಂಸಿ ಸದಸ್ಯರು ಪಾಲ್ಗೊಂಡಿದ್ದರು. xyxy=(512,2059,777,2163)
masthead-date: 28 ಮೇ 2025 xyxy=(64,90,160,109)
section-title: ಬೆಳಗಾವಿ xyxy=(602,50,779,122)
fast-dateline: ರಾಯಬಾಗ: xyxy=(49,1880,107,1896)
middle-rule xyxy=(339,1170,1503,1172)
logo-emblem-icon xyxy=(1146,60,1200,114)
pourakarmika-text: ರಾಜ್ಯದ ಎಲ್ಲ ನಗರ ಸ್ಥಳೀಯ ಸಂಸ್ಥೆಗಳಲ್ಲಿ ಕಾರ್ಯನಿರ್ವಹಿಸುತ್ತಿರುವ ಪೌರ ಕಾರ್ಮಿಕರನ್ನು ಸೇವೆಯಲ್ಲಿ ಕಾಯಂಗೊಳಿಸಬೇಕು ಹಾಗೂ ವಿವಿಧ ಬೇಡಿಕೆಗಳನ್ನು ಈಡೇರಿಸಬೇಕು ಎಂದು ಆಗ್ರಹಿಸಿ ಪೌರ ಕಾರ್ಮಿಕರು ಅನಿರ್ದಿಷ್ಟಾವಧಿ ಮುಷ್ಕರ ಆರಂಭಿಸಿದರು. ನೇರ ಪಾವತಿ, ಹೊರಗುತ್ತಿಗೆ ಹಾಗೂ ದಿನಗೂಲಿ ನೌಕರರಿಗೆ ಸೇವಾ ಭದ್ರತೆ ಒದಗಿಸಬೇಕು. ಬಾಕಿ ವೇತನ ಪಾವತಿಸಬೇಕು, ಆರೋಗ್ಯ ವಿಮೆ ಹಾಗೂ ವಸತಿ ಸೌಲಭ್ಯ ಕಲ್ಪಿಸಬೇಕು ಎಂದು ಒತ್ತಾಯಿಸಿದರು. ಮುಷ್ಕರದಿಂದಾಗಿ ಪಟ್ಟಣದಲ್ಲಿ ಸ್ವಚ್ಛತಾ ಕಾರ್ಯ ಸ್ಥಗಿತಗೊಂಡಿದೆ. ಸಂಘದ ಪದಾಧಿಕಾರಿಗಳು ಹಾಗೂ ಕಾರ್ಮಿಕರು ಪಾಲ್ಗೊಂಡಿದ್ದರು. xyxy=(790,1880,1135,2070)
tender-rows xyxy=(1155,2003,1495,2182)
lead-headline: ಮಹದಾಯಿ ಅನುಷ್ಠಾನದಿಂದ ಪರಿಸರಕ್ಕೆ ಹಾನಿ xyxy=(413,550,1019,599)
kirusuddi-dateline-1: ಹಾರುಗೇರಿ: xyxy=(153,271,208,288)
fertilizer-heading: ಸಂಯುಕ್ತ ರಸಗೊಬ್ಬರ ಬಳಸಿ: ಸತೀಶ xyxy=(815,1182,1097,1210)
jatre-body xyxy=(716,202,1125,490)
yodhana-body xyxy=(1141,1375,1503,1810)
dev-photo xyxy=(1106,550,1503,723)
